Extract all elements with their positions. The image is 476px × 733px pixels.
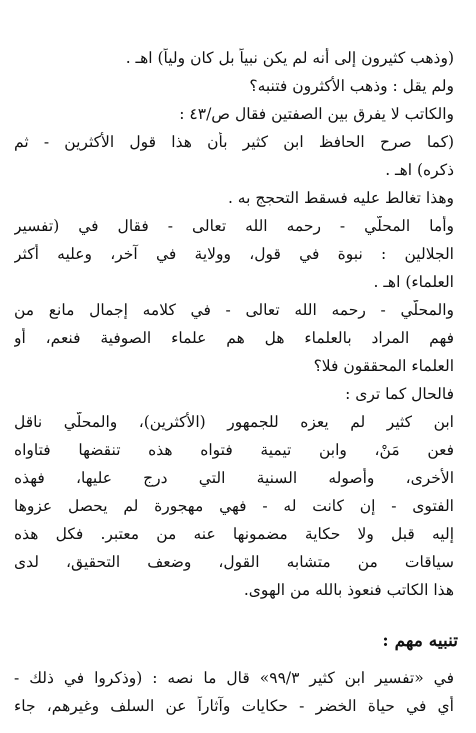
text-line-13: فالحال كما ترى : xyxy=(345,385,454,403)
text-line-9: العلماء) اهـ . xyxy=(373,273,454,291)
text-line-12: العلماء المحققون فلا؟ xyxy=(313,357,454,375)
text-line-8: الجلالين : نبوة في قول، وولاية في آخر، وعليه أكثر xyxy=(14,245,454,263)
text-line-11: فهم المراد بالعلماء هل هم علماء الصوفية فنعم، أو xyxy=(14,329,454,347)
text-line-7: وأما المحلّي - رحمه الله تعالى - فقال في (تفسير xyxy=(14,217,454,235)
text-line-19: سياقات من متشابه القول، وضعف التحقيق، لدى xyxy=(14,553,454,571)
text-line-17: الفتوى - إن كانت له - فهي مهجورة لم يحصل عزوها xyxy=(14,497,454,515)
section-heading: تنبيه مهم : xyxy=(382,631,458,651)
text-line-21: في «تفسير ابن كثير ٩٩/٣» قال ما نصه : (وذكروا في ذلك - xyxy=(14,669,454,687)
text-line-6: وهذا تغالط عليه فسقط التحجج به . xyxy=(227,189,454,207)
text-line-3: والكاتب لا يفرق بين الصفتين فقال ص/٤٣ : xyxy=(179,105,454,123)
text-line-5: ذكره) اهـ . xyxy=(385,161,454,179)
text-line-1: (وذهب كثيرون إلى أنه لم يكن نبياً بل كان ولياً) اهـ . xyxy=(125,49,454,67)
text-line-2: ولم يقل : وذهب الأكثرون فتنبه؟ xyxy=(249,77,454,95)
text-line-14: ابن كثير لم يعزه للجمهور (الأكثرين)، والمحلّي ناقل xyxy=(14,413,454,431)
text-line-20: هذا الكاتب فنعوذ بالله من الهوى. xyxy=(243,581,454,599)
text-line-4: (كما صرح الحافظ ابن كثير بأن هذا قول الأكثرين - ثم xyxy=(14,133,454,151)
text-line-18: إليه قبل ولا حكاية مضمونها عنه من معتبر. فكل هذه xyxy=(14,525,454,543)
text-line-10: والمحلّي - رحمه الله تعالى - في كلامه إجمال مانع من xyxy=(14,301,454,319)
text-line-15: فعن مَنْ، وابن تيمية فتواه هذه تنقضها فتاواه xyxy=(14,441,454,459)
text-line-22: أي في حياة الخضر - حكايات وآثاراً عن السلف وغيرهم، جاء xyxy=(14,697,454,715)
text-line-16: الأخرى، وأصوله السنية التي درج عليها، فهذه xyxy=(14,469,454,487)
